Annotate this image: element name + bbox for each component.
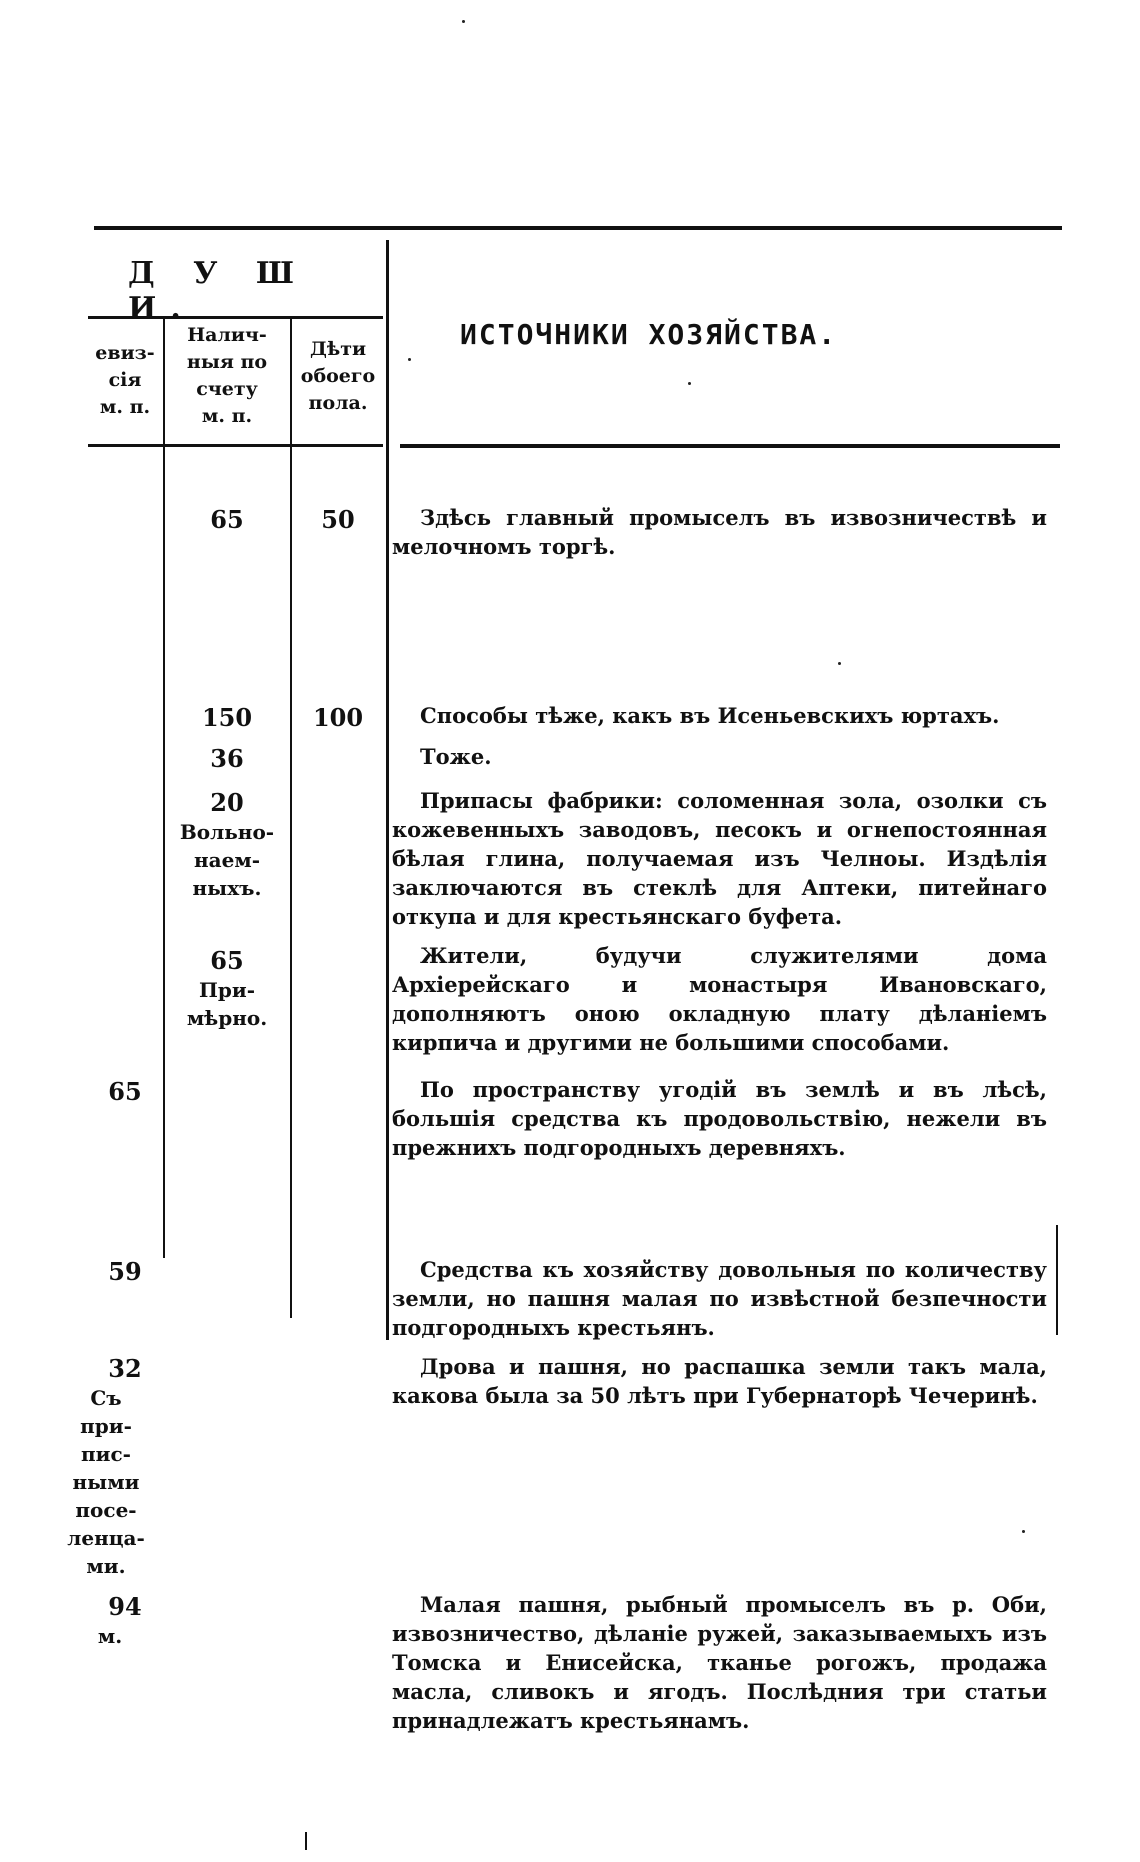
row9-text: Малая пашня, рыбный промыселъ въ р. Оби, извозничество, дѣланіе ружей, заказываемыхъ изъ Томска и Енисейска, тканье рогожъ, продажа масла, сливокъ и ягодъ. Послѣдния три статьи принадлежатъ крестьянамъ. bbox=[392, 1592, 1047, 1733]
print-speck bbox=[838, 662, 841, 665]
main-heading: ИСТОЧНИКИ ХОЗЯЙСТВА. bbox=[460, 318, 838, 351]
row5-text: Жители, будучи служителями дома Архіерейскаго и монастыря Ивановскаго, дополняютъ оною окладную плату дѣланіемъ кирпича и другими не большими способами. bbox=[392, 943, 1047, 1055]
column-divider-1 bbox=[163, 318, 165, 1258]
col-revision-head: евиз- сія м. п. bbox=[95, 342, 155, 418]
row8-revision: 32 bbox=[108, 1354, 142, 1383]
print-speck bbox=[688, 382, 691, 385]
row6-revision: 65 bbox=[108, 1077, 142, 1106]
row2-present: 150 bbox=[201, 703, 253, 732]
row1-children: 50 bbox=[321, 505, 355, 534]
row4-text: Припасы фабрики: соломенная зола, озолки съ кожевенныхъ заводовъ, песокъ и огнепостоянная бѣлая глина, получаемая изъ Челноы. Издѣлія заключаются въ стеклѣ для Аптеки, питейнаго откупа и для крестьянскаго буфета. bbox=[392, 788, 1047, 929]
row8-text: Дрова и пашня, но распашка земли такъ мала, какова была за 50 лѣтъ при Губернаторѣ Чечеринѣ. bbox=[392, 1354, 1047, 1408]
right-edge-rule bbox=[1056, 1225, 1058, 1335]
row9-revision: 94 bbox=[108, 1592, 142, 1621]
row6-text: По пространству угодій въ землѣ и въ лѣсѣ, большія средства къ продовольствію, нежели въ прежнихъ подгородныхъ деревняхъ. bbox=[392, 1077, 1047, 1160]
print-speck bbox=[1022, 1530, 1025, 1533]
col-present-head: Налич- ныя по счету м. п. bbox=[186, 324, 268, 427]
row2-text: Способы тѣже, какъ въ Исеньевскихъ юртахъ. bbox=[420, 703, 1000, 728]
bottom-fragment-mark bbox=[305, 1832, 307, 1850]
row5-present-note: При- мѣрно. bbox=[186, 978, 268, 1030]
row3-text: Тоже. bbox=[420, 744, 492, 769]
print-speck bbox=[462, 20, 465, 23]
row4-present-note: Вольно- наем- ныхъ. bbox=[179, 820, 275, 900]
row2-children: 100 bbox=[312, 703, 364, 732]
row1-text: Здѣсь главный промыселъ въ извозничествѣ и мелочномъ торгѣ. bbox=[392, 505, 1047, 559]
col-children-head: Дѣти обоего пола. bbox=[300, 338, 376, 414]
print-speck bbox=[408, 358, 411, 361]
row7-revision: 59 bbox=[108, 1257, 142, 1286]
row3-present: 36 bbox=[210, 744, 244, 773]
column-divider-main bbox=[386, 240, 389, 1340]
heading-bottom-rule-right bbox=[400, 444, 1060, 448]
souls-title: Д У Ш И. bbox=[128, 256, 308, 326]
row7-text: Средства къ хозяйству довольныя по количеству земли, но пашня малая по извѣстной безпечности подгородныхъ крестьянъ. bbox=[392, 1257, 1047, 1340]
row5-present: 65 bbox=[210, 946, 244, 975]
heading-bottom-rule-left bbox=[88, 444, 383, 447]
top-rule bbox=[94, 226, 1062, 230]
row1-present: 65 bbox=[210, 505, 244, 534]
row8-revision-note: Съ при- пис- ными посе- ленца- ми. bbox=[67, 1386, 145, 1578]
row4-present: 20 bbox=[210, 788, 244, 817]
row9-revision-note: м. bbox=[97, 1624, 123, 1648]
